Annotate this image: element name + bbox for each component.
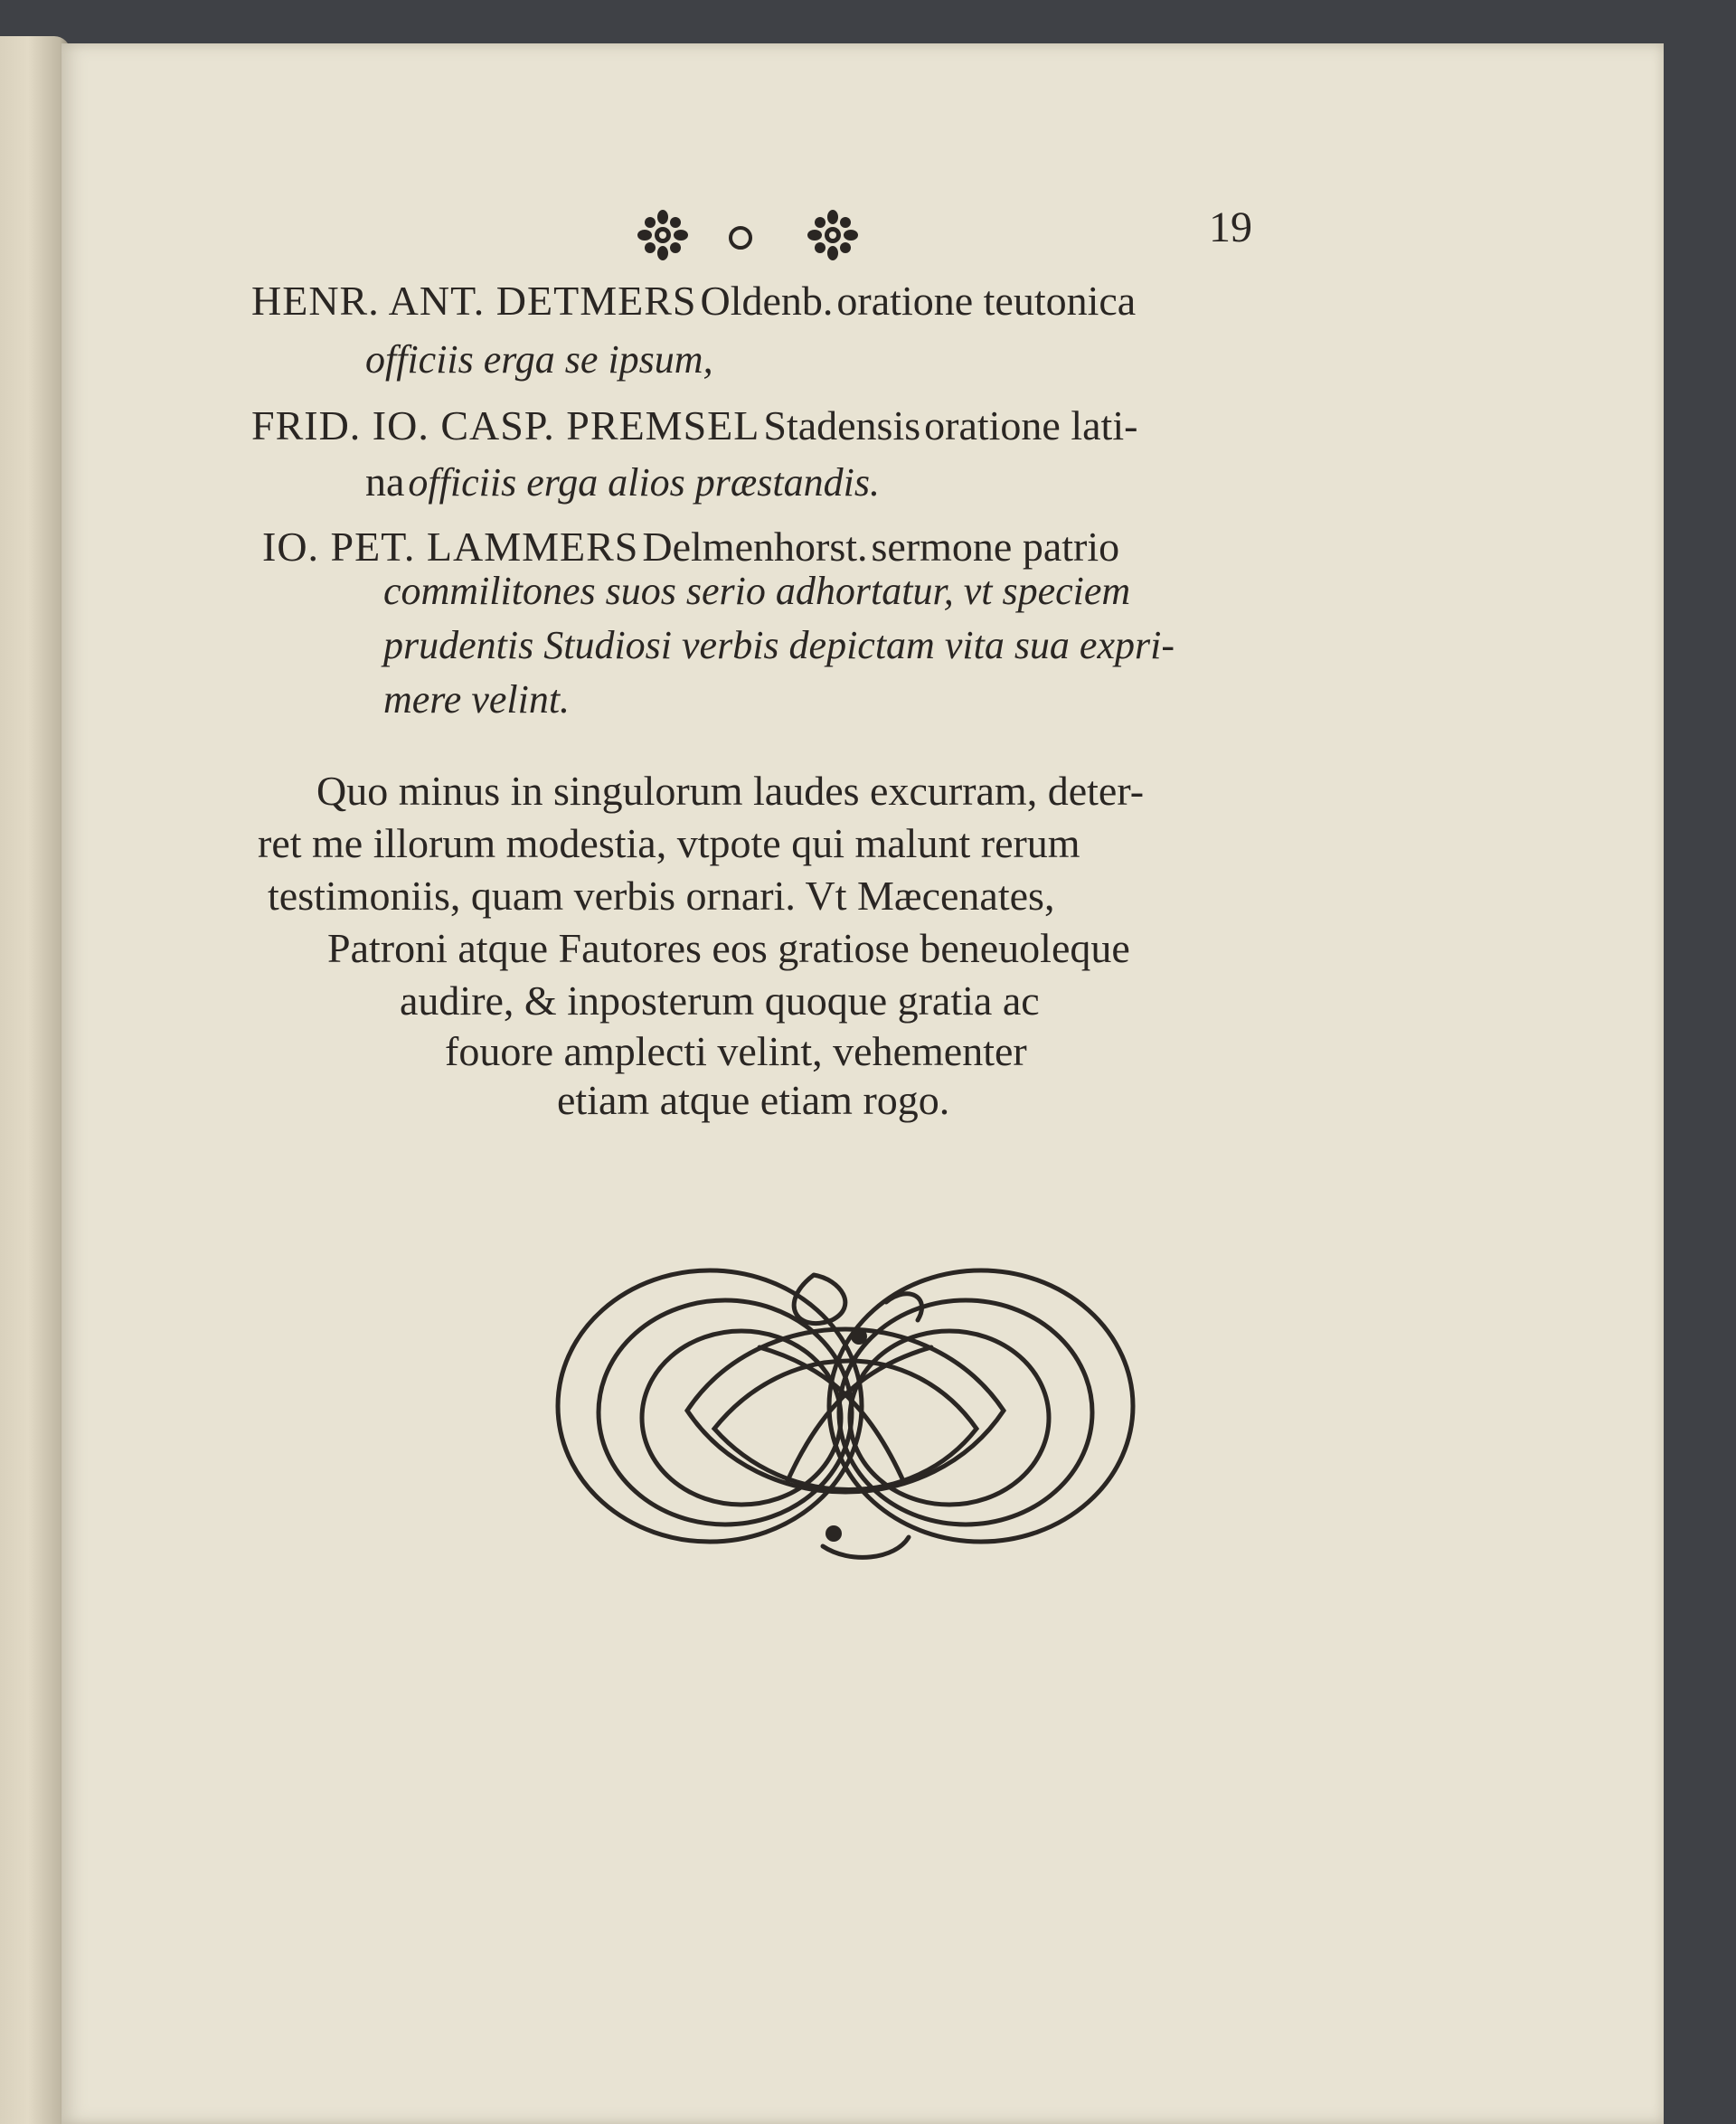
entry-3-line-4: mere velint. xyxy=(383,677,571,722)
entry-1-line-1 xyxy=(251,277,1136,325)
paragraph-line-1: Quo minus in singulorum laudes excurram, deter- xyxy=(316,768,1145,814)
paragraph-line-5: audire, & inposterum quoque gratia ac xyxy=(400,977,1040,1024)
flower-ornament-icon xyxy=(637,210,688,260)
entry-2-topic: officiis erga alios præstandis. xyxy=(408,460,880,505)
entry-1-origin: Oldenb. xyxy=(700,278,834,324)
calligraphic-flourish-icon xyxy=(552,1248,1139,1591)
page-number: 19 xyxy=(1209,203,1252,251)
entry-2-name: FRID. IO. CASP. PREMSEL xyxy=(251,402,760,448)
entry-2-line-2 xyxy=(365,458,880,505)
paragraph-line-7: etiam atque etiam rogo. xyxy=(557,1077,950,1123)
left-page-edge xyxy=(0,36,71,2124)
entry-3-lead: sermone patrio xyxy=(871,524,1120,570)
flower-ornament-icon xyxy=(807,210,858,260)
paragraph-line-6: fouore amplecti velint, vehementer xyxy=(445,1028,1027,1074)
entry-3-origin: Delmenhorst. xyxy=(642,524,868,570)
entry-2-lead: oratione lati- xyxy=(924,402,1138,448)
paragraph-line-4: Patroni atque Fautores eos gratiose beneuoleque xyxy=(327,925,1130,971)
circle-ornament-icon xyxy=(727,224,754,251)
entry-2-origin: Stadensis xyxy=(763,402,921,448)
paragraph-line-2: ret me illorum modestia, vtpote qui malunt rerum xyxy=(258,820,1080,866)
entry-1-line-2: officiis erga se ipsum, xyxy=(365,337,713,382)
entry-2-continuation: na xyxy=(365,458,405,505)
entry-1-name: HENR. ANT. DETMERS xyxy=(251,278,697,324)
entry-3-line-1 xyxy=(262,523,1119,571)
entry-3-name: IO. PET. LAMMERS xyxy=(262,524,639,570)
entry-3-line-3: prudentis Studiosi verbis depictam vita sua expri- xyxy=(383,623,1175,667)
entry-2-line-1 xyxy=(251,401,1137,449)
paragraph-line-3: testimoniis, quam verbis ornari. Vt Mæcenates, xyxy=(268,873,1055,919)
entry-1-lead: oratione teutonica xyxy=(836,278,1137,324)
entry-3-line-2: commilitones suos serio adhortatur, vt speciem xyxy=(383,569,1131,613)
